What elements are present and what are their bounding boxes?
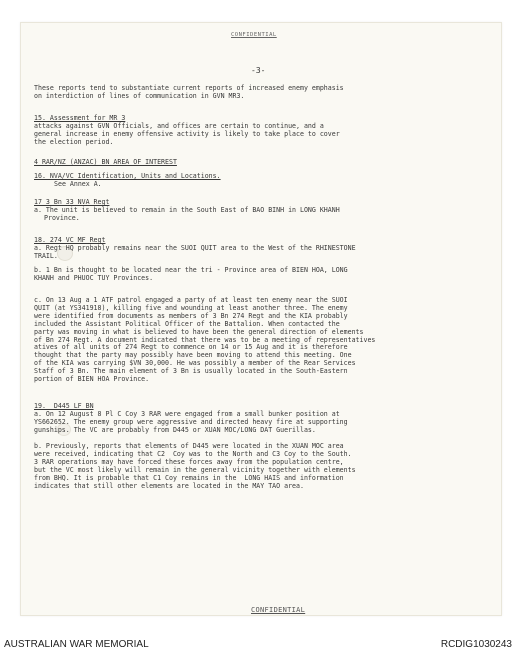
section-heading: 18. 274 VC MF Regt [34, 236, 106, 244]
area-of-interest-heading [34, 159, 494, 167]
text-line: the election period. [34, 137, 114, 146]
section-18 [34, 237, 494, 261]
archive-caption-bar [0, 634, 517, 654]
text-line: on interdiction of lines of communication in GVN MR3. [34, 91, 245, 100]
text-line: Province. [44, 213, 80, 222]
page-number: -3- [251, 66, 266, 75]
text-line: atives of all units of 274 Regt to commence on 14 or 15 Aug and it is therefore [34, 343, 348, 352]
intro-paragraph [34, 85, 494, 101]
record-id: RCDIG1030243 [440, 639, 512, 650]
text-line: attacks against GVN Officials, and offices are certain to continue, and a [34, 121, 324, 130]
text-line: Staff of 3 Bn. The main element of 3 Bn is usually located in the South-Eastern [34, 367, 348, 376]
text-line: included the Assistant Political Officer of the Battalion. When contacted the [34, 319, 340, 328]
text-line: c. On 13 Aug a 1 ATF patrol engaged a party of at least ten enemy near the SUOI [34, 296, 348, 304]
text-line: of Bn 274 Regt. A document indicated that there was to be a meeting of representatives [34, 335, 376, 344]
text-line: See Annex A. [54, 179, 102, 188]
text-line: b. Previously, reports that elements of D445 were located in the XUAN MOC area [34, 442, 344, 450]
section-19-b [34, 443, 494, 490]
section-18-b [34, 267, 494, 283]
text-line: b. 1 Bn is thought to be located near the tri - Province area of BIEN HOA, LONG [34, 266, 348, 274]
archive-name: AUSTRALIAN WAR MEMORIAL [4, 639, 149, 650]
section-heading: 4 RAR/NZ (ANZAC) BN AREA OF INTEREST [34, 158, 177, 166]
section-heading: 16. NVA/VC Identification, Units and Locations. [34, 172, 221, 180]
section-16 [34, 173, 494, 189]
text-line: a. Regt HQ probably remains near the SUOI QUIT area to the West of the RHINESTONE [34, 243, 356, 252]
text-line: QUIT (at YS341918), killing five and wounding at least another three. The enemy [34, 303, 348, 312]
text-line: party was moving in what is believed to have been the general direction of elements [34, 327, 364, 336]
text-line: were identified from documents as members of 3 Bn 274 Regt and the KIA probably [34, 311, 348, 320]
text-line: thought that the party may possibly have been moving to attend this meeting. One [34, 351, 352, 360]
section-19 [34, 403, 494, 435]
text-line: These reports tend to substantiate current reports of increased enemy emphasis [34, 84, 344, 92]
classification-footer: CONFIDENTIAL [251, 606, 306, 614]
text-line: of the KIA was carrying $VN 30,000. He was possibly a member of the Rear Services [34, 359, 356, 368]
document-page [20, 22, 502, 616]
text-line: TRAIL. [34, 251, 58, 260]
section-18-c [34, 297, 494, 384]
section-15 [34, 115, 494, 147]
text-line: YS662652. The enemy group were aggressive and directed heavy fire at supporting [34, 417, 348, 426]
text-line: KHANH and PHUOC TUY Provinces. [34, 273, 154, 282]
section-heading: 19. D445 LF BN [34, 402, 94, 410]
text-line: indicates that still other elements are located in the MAY TAO area. [34, 481, 304, 490]
section-heading: 17 3 Bn 33 NVA Regt [34, 198, 110, 206]
text-line: from BHQ. It is probable that C1 Coy remains in the LONG HAIS and information [34, 473, 344, 482]
text-line: a. On 12 August 8 Pl C Coy 3 RAR were engaged from a small bunker position at [34, 409, 340, 418]
text-line: gunships. The VC are probably from D445 or XUAN MOC/LONG DAT Guerillas. [34, 425, 316, 434]
text-line: a. The unit is believed to remain in the South East of BAO BINH in LONG KHANH [34, 205, 340, 214]
text-line: general increase in enemy offensive activity is likely to take place to cover [34, 129, 340, 138]
text-line: 3 RAR operations may have forced these forces away from the population centre, [34, 457, 344, 466]
text-line: portion of BIEN HOA Province. [34, 375, 150, 384]
section-heading: 15. Assessment for MR 3 [34, 114, 126, 122]
classification-header: CONFIDENTIAL [231, 32, 277, 38]
text-line: but the VC most likely will remain in the general vicinity together with elements [34, 465, 356, 474]
text-line: were received, indicating that C2 Coy was to the North and C3 Coy to the South. [34, 449, 352, 458]
section-17 [34, 199, 494, 223]
